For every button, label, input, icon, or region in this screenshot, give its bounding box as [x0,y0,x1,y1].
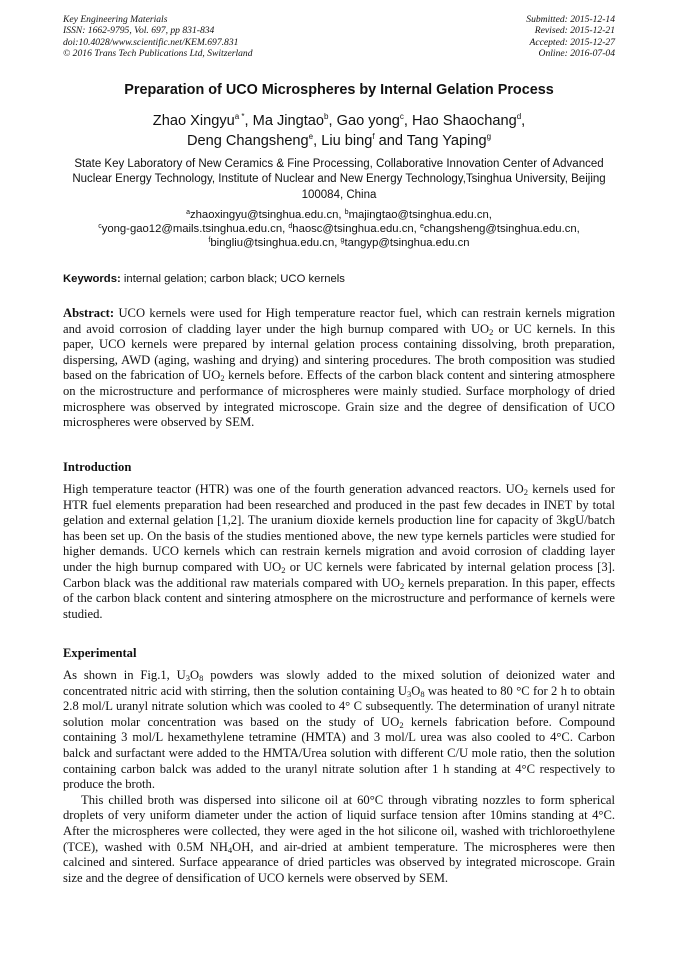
email-link[interactable]: haosc@tsinghua.edu.cn, [292,223,417,235]
email-link[interactable]: tangyp@tsinghua.edu.cn [344,237,470,249]
author-mark: b [324,112,329,121]
author-name: Gao yong [336,113,400,129]
revised-date: Revised: 2015-12-21 [534,25,615,37]
author-mark: c [399,112,404,121]
keywords [63,273,345,285]
experimental-text [63,668,615,886]
experimental-heading: Experimental [63,646,137,660]
author-list [0,112,678,151]
author-name: Liu bing [321,132,373,149]
journal-name: Key Engineering Materials [63,14,168,25]
email-line-1: $^a$zhaoxingyu@tsinghua.edu.cn, $^b$majingtao@tsinghua.edu.cn, [186,209,492,221]
author-name: Ma Jingtao [252,113,325,129]
author-mark: e [308,131,314,141]
author-mark: d [516,112,522,121]
keywords-label: Keywords: [63,273,121,285]
experimental-paragraph-2: This chilled broth was dispersed into silicone oil at 60°C through vibrating nozzles to form spherical droplets of very uniform diameter under the action of liquid surface tension after 10mins standing at 4°C. After the microspheres were collected, they were aged in the hot silicone oil, washed with trichloroethylene (TCE), washed with 0.5M $NH_4OH$, and air-dried at ambient temperature. The microspheres were then calcined and sintered. Surface appearance of dried particles was observed by integrated microscope. Grain size and the degree of densification of UCO kernels were observed by SEM. [63,792,615,885]
author-line-1: Zhao Xingyu$^{a *}$, Ma Jingtao$^b$, Gao yong$^c$, Hao Shaochang$^d$, [152,112,526,129]
introduction-text: High temperature teactor (HTR) was one of the fourth generation advanced reactors. $UO_2$ kernels used for HTR fuel elements preparation had been researched and produced in the past few decades in INET by total gelation and external gelation [1,2]. The uranium dioxide kernels production line for capacity of 3kgU/batch has been set up. On the basis of the studies mentioned above, the new type kernels particles were studied for higher demands. UCO kernels which can restrain kernels migration and avoid corrosion of cladding layer under the high burnup compared with $UO_2$ or UC kernels were fabricated by internal gelation process [3]. Carbon black was the additional raw materials compared with $UO_2$ kernels preparation. In this paper, effects of the carbon black content and sintering atmosphere on the microstructure and performance of kernels were studied. [63,482,615,621]
email-list [58,208,620,250]
email-link[interactable]: yong-gao12@mails.tsinghua.edu.cn, [101,223,286,235]
keywords-text: internal gelation; carbon black; UCO kernels [123,273,345,285]
email-link[interactable]: changsheng@tsinghua.edu.cn, [423,223,580,235]
paper-title: Preparation of UCO Microspheres by Internal Gelation Process [124,82,554,98]
author-mark: a * [234,112,245,121]
accepted-date: Accepted: 2015-12-27 [529,36,615,48]
author-name: Hao Shaochang [412,113,517,129]
issn-line: ISSN: 1662-9795, Vol. 697, pp 831-834 [63,25,215,37]
email-line-2: $^c$yong-gao12@mails.tsinghua.edu.cn, $^d$haosc@tsinghua.edu.cn, $^e$changsheng@tsinghua.edu.cn, [98,223,580,235]
author-name: Deng Changsheng [186,132,309,149]
abstract: Abstract: UCO kernels were used for High temperature reactor fuel, which can restrain kernels migration and avoid corrosion of cladding layer under the high burnup compared with $UO_2$ or UC kernels. In this paper, UCO kernels were prepared by internal gelation process containing dissolving, broth preparation, dispersing, AWD (aging, washing and drying) and sintering procedures. The broth composition was studied based on the fabrication of $UO_2$ kernels before. Effects of the carbon black content and sintering atmosphere on the microstructure and performance of microspheres were mainly studied. Surface morphology of dried microsphere was observed by integrated microscope. Grain size and the degree of densification of UCO microspheres were observed by SEM. [63,306,616,430]
doi-line[interactable]: doi:10.4028/www.scientific.net/KEM.697.831 [63,36,239,48]
author-line-2: Deng Changsheng$^e$, Liu bing$^f$ and Tang Yaping$^g$ [186,131,492,149]
author-mark: g [486,131,492,141]
publication-dates [526,14,615,60]
journal-info [63,14,253,60]
submitted-date: Submitted: 2015-12-14 [526,14,615,25]
introduction-heading: Introduction [63,460,132,474]
affiliation: State Key Laboratory of New Ceramics & Fine Processing, Collaborative Innovation Center of Advanced Nuclear Energy Technology, Institute of Nuclear and New Energy Technology,Tsinghua University, Beijing 100084, China [72,158,606,201]
email-link[interactable]: bingliu@tsinghua.edu.cn, [210,237,338,249]
email-link[interactable]: zhaoxingyu@tsinghua.edu.cn, [189,209,342,221]
author-mark: f [372,131,375,141]
email-link[interactable]: majingtao@tsinghua.edu.cn, [348,209,492,221]
copyright-line: © 2016 Trans Tech Publications Ltd, Switzerland [63,48,253,60]
email-line-3: $^f$bingliu@tsinghua.edu.cn, $^g$tangyp@tsinghua.edu.cn [208,237,470,249]
abstract-label: Abstract: [63,306,115,320]
online-date: Online: 2016-07-04 [538,48,615,60]
author-name: Tang Yaping [406,132,487,149]
author-name: Zhao Xingyu [152,113,235,129]
experimental-paragraph-1: As shown in Fig.1, $U_3O_8$ powders was slowly added to the mixed solution of deionized water and concentrated nitric acid with stirring, then the solution containing $U_3O_8$ was heated to 80 °C for 2 h to obtain 2.8 mol/L uranyl nitrate solution which was cooled to 4° C subsequently. The determination of uranyl nitrate solution molar concentration was based on the study of $UO_2$ kernels fabrication before. Compound containing 3 mol/L hexamethylene tetramine (HMTA) and 3 mol/L urea was also cooled to 4°C. Carbon balck and surfactant were added to the HMTA/Urea solution with different C/U mole ratio, then the solution containing carbon balck was added to the uranyl nitrate solution after 1 h standing at 4°C respectively to produce the broth. [63,668,616,792]
